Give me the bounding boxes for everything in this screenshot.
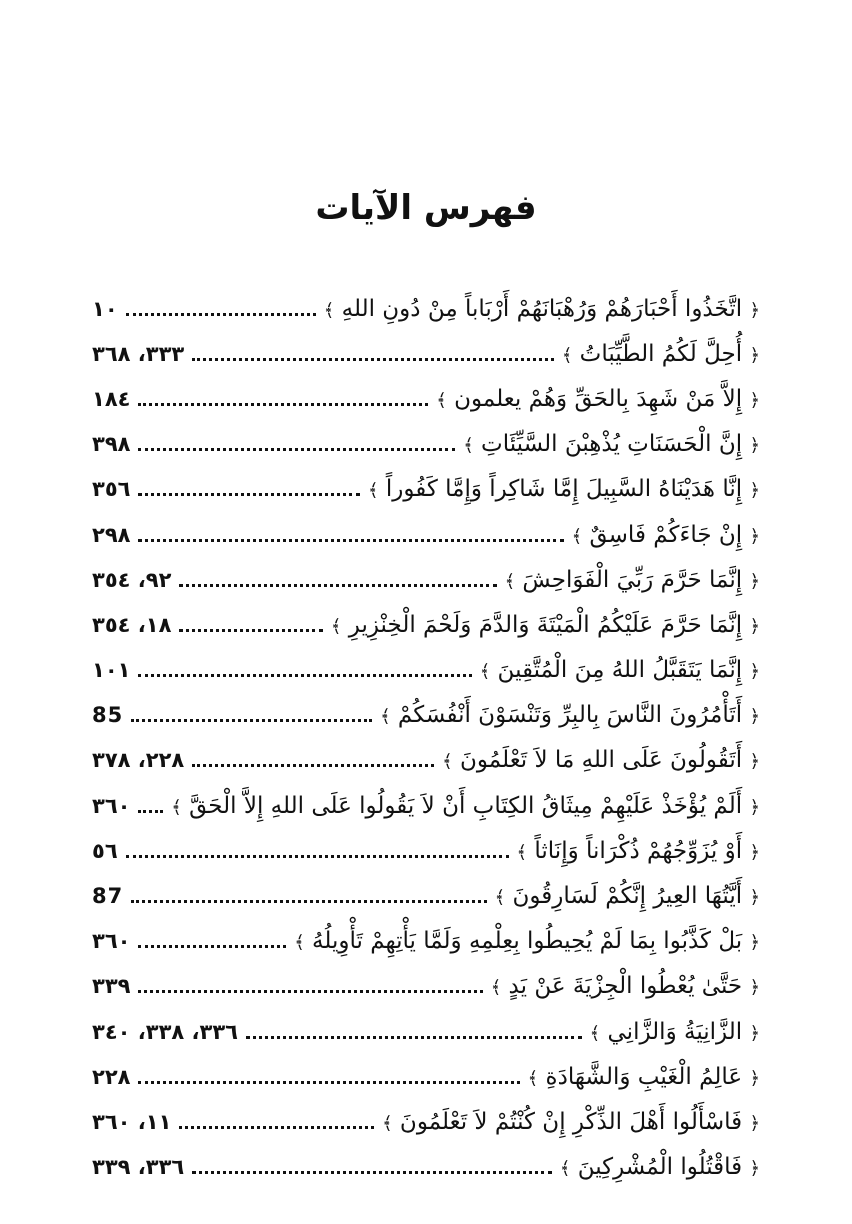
ornate-bracket-open: ﴿ <box>749 1158 760 1180</box>
ornate-bracket-open: ﴿ <box>749 977 760 999</box>
page-numbers: ٣٩٨ <box>92 432 131 457</box>
verse-text <box>491 973 760 999</box>
verse-words: أَتَقُولُونَ عَلَى اللهِ مَا لاَ تَعْلَمُونَ <box>452 747 750 774</box>
dot-leader <box>138 1066 519 1088</box>
page-numbers: ٥٦ <box>92 838 118 863</box>
page-numbers: ١٨، ٣٥٤ <box>92 612 172 637</box>
ornate-bracket-open: ﴿ <box>749 932 760 954</box>
ornate-bracket-open: ﴿ <box>749 887 760 909</box>
page-numbers: 85 <box>92 703 124 728</box>
index-entry <box>92 1009 760 1054</box>
dot-leader <box>131 704 372 726</box>
ornate-bracket-close: ﴾ <box>504 570 516 592</box>
ornate-bracket-open: ﴿ <box>749 841 760 863</box>
ornate-bracket-open: ﴿ <box>749 389 760 411</box>
index-entry <box>92 1145 760 1190</box>
verse-words: حَتَّىٰ يُعْطُوا الْجِزْيَةَ عَنْ يَدٍ <box>501 973 750 1000</box>
verse-text <box>562 341 760 367</box>
ornate-bracket-close: ﴾ <box>171 796 182 818</box>
dot-leader <box>138 524 563 546</box>
verse-words: أُحِلَّ لَكُمُ الطَّيِّبَاتُ <box>572 340 750 367</box>
ornate-bracket-open: ﴿ <box>749 480 760 502</box>
index-entry <box>92 964 760 1009</box>
page-numbers: 87 <box>92 884 124 909</box>
page-numbers: ١٠١ <box>92 658 131 683</box>
index-entry <box>92 286 760 331</box>
verse-words: إِلاَّ مَنْ شَهِدَ بِالحَقِّ وَهُمْ يعلمون <box>446 385 750 412</box>
page-numbers: ٣٣٩ <box>92 974 131 999</box>
verse-words: أَتَأْمُرُونَ النَّاسَ بِالبِرِّ وَتَنْسَوْنَ أَنْفُسَكُمْ <box>390 702 750 729</box>
ornate-bracket-open: ﴿ <box>749 1022 760 1044</box>
verse-index-list <box>92 286 760 1190</box>
verse-text <box>528 1064 760 1090</box>
page-numbers: ٣٦٠ <box>92 929 131 954</box>
page-title: فهرس الآيات <box>315 188 537 228</box>
ornate-bracket-open: ﴿ <box>749 299 760 321</box>
dot-leader <box>131 885 486 907</box>
ornate-bracket-close: ﴾ <box>561 344 573 366</box>
index-entry <box>92 602 760 647</box>
dot-leader <box>138 930 286 952</box>
page-numbers: ٣٣٣، ٣٦٨ <box>92 341 185 366</box>
ornate-bracket-close: ﴾ <box>294 932 305 954</box>
ornate-bracket-close: ﴾ <box>589 1022 601 1044</box>
verse-text <box>480 657 760 683</box>
page-numbers: ٣٣٦، ٣٣٨، ٣٤٠ <box>92 1019 238 1044</box>
verse-words: إِنَّ الْحَسَنَاتِ يُذْهِبْنَ السَّيِّئَاتِ <box>473 431 750 458</box>
ornate-bracket-close: ﴾ <box>382 1112 393 1134</box>
verse-words: إِنْ جَاءَكُمْ فَاسِقٌ <box>582 521 750 548</box>
page-numbers: ٣٣٦، ٣٣٩ <box>92 1155 185 1180</box>
verse-words: إِنَّا هَدَيْنَاهُ السَّبِيلَ إِمَّا شَاكِراً وَإِمَّا كَفُوراً <box>378 476 750 503</box>
verse-text <box>463 431 760 457</box>
dot-leader <box>138 433 455 455</box>
verse-words: فَاسْأَلُوا أَهْلَ الذِّكْرِ إِنْ كُنْتُمْ لاَ تَعْلَمُونَ <box>392 1108 750 1135</box>
index-entry <box>92 467 760 512</box>
ornate-bracket-close: ﴾ <box>559 1158 571 1180</box>
verse-text <box>560 1154 760 1180</box>
page-numbers: ٣٦٠ <box>92 793 131 818</box>
ornate-bracket-open: ﴿ <box>749 615 760 637</box>
index-entry <box>92 1054 760 1099</box>
verse-text <box>382 1109 760 1135</box>
ornate-bracket-open: ﴿ <box>749 1112 760 1134</box>
page-numbers: ٩٢، ٣٥٤ <box>92 567 172 592</box>
dot-leader <box>138 478 360 500</box>
page-numbers: ٣٥٦ <box>92 477 131 502</box>
ornate-bracket-open: ﴿ <box>749 525 760 547</box>
verse-words: إِنَّمَا حَرَّمَ عَلَيْكُمُ الْمَيْتَةَ وَالدَّمَ وَلَحْمَ الْخِنْزِيرِ <box>341 611 750 638</box>
verse-text <box>331 612 760 638</box>
ornate-bracket-close: ﴾ <box>479 661 491 683</box>
dot-leader <box>138 795 163 817</box>
index-entry <box>92 1099 760 1144</box>
verse-text <box>380 702 760 728</box>
ornate-bracket-close: ﴾ <box>463 435 474 457</box>
index-entry <box>92 738 760 783</box>
ornate-bracket-close: ﴾ <box>330 615 342 637</box>
dot-leader <box>192 749 434 771</box>
page-numbers: ١١، ٣٦٠ <box>92 1109 172 1134</box>
page-numbers: ٢٢٨ <box>92 1064 131 1089</box>
ornate-bracket-close: ﴾ <box>494 887 506 909</box>
ornate-bracket-open: ﴿ <box>749 1067 760 1089</box>
verse-text <box>171 793 760 819</box>
dot-leader <box>138 975 482 997</box>
verse-text <box>572 522 760 548</box>
page-numbers: ١٨٤ <box>92 386 131 411</box>
verse-text <box>495 883 760 909</box>
verse-text <box>368 476 760 502</box>
verse-words: عَالِمُ الْغَيْبِ وَالشَّهَادَةِ <box>538 1063 750 1090</box>
verse-words: إِنَّمَا حَرَّمَ رَبِّيَ الْفَوَاحِشَ <box>515 566 750 593</box>
ornate-bracket-close: ﴾ <box>442 751 453 773</box>
dot-leader <box>179 569 496 591</box>
ornate-bracket-close: ﴾ <box>367 480 379 502</box>
verse-text <box>324 296 760 322</box>
verse-words: أَيَّتُهَا العِيرُ إِنَّكُمْ لَسَارِقُونَ <box>505 883 750 910</box>
index-entry <box>92 919 760 964</box>
verse-words: أَلَمْ يُؤْخَذْ عَلَيْهِمْ مِيثَاقُ الكِتَابِ أَنْ لاَ يَقُولُوا عَلَى اللهِ إِلاَّ الْحَقَّ <box>181 792 750 819</box>
page-numbers: ٢٢٨، ٣٧٨ <box>92 748 185 773</box>
page-numbers: ٢٩٨ <box>92 522 131 547</box>
verse-words: إِنَّمَا يَتَقَبَّلُ اللهُ مِنَ الْمُتَّقِينَ <box>490 657 750 684</box>
dot-leader <box>138 659 471 681</box>
verse-words: أَوْ يُزَوِّجُهُمْ ذُكْرَاناً وَإِنَاثاً <box>527 837 750 864</box>
dot-leader <box>126 840 509 862</box>
dot-leader <box>179 614 323 636</box>
index-entry <box>92 512 760 557</box>
page-numbers: ١٠ <box>92 296 118 321</box>
index-entry <box>92 828 760 873</box>
dot-leader <box>246 1021 582 1043</box>
ornate-bracket-open: ﴿ <box>749 706 760 728</box>
ornate-bracket-close: ﴾ <box>380 706 391 728</box>
index-entry <box>92 873 760 918</box>
ornate-bracket-open: ﴿ <box>749 751 760 773</box>
ornate-bracket-open: ﴿ <box>749 344 760 366</box>
verse-words: الزَّانِيَةُ وَالزَّانِي <box>600 1018 750 1045</box>
dot-leader <box>192 343 554 365</box>
ornate-bracket-close: ﴾ <box>323 299 335 321</box>
verse-text <box>517 838 760 864</box>
ornate-bracket-close: ﴾ <box>527 1067 539 1089</box>
verse-text <box>590 1019 760 1045</box>
ornate-bracket-close: ﴾ <box>571 525 583 547</box>
index-entry <box>92 783 760 828</box>
verse-words: بَلْ كَذَّبُوا بِمَا لَمْ يُحِيطُوا بِعِلْمِهِ وَلَمَّا يَأْتِهِمْ تَأْوِيلُهُ <box>304 928 750 955</box>
verse-text <box>436 386 760 412</box>
verse-text <box>442 747 760 773</box>
dot-leader <box>126 298 316 320</box>
ornate-bracket-open: ﴿ <box>749 796 760 818</box>
dot-leader <box>179 1111 374 1133</box>
index-entry <box>92 376 760 421</box>
verse-words: فَاقْتُلُوا الْمُشْرِكِينَ <box>570 1154 750 1181</box>
index-entry <box>92 693 760 738</box>
verse-words: اتَّخَذُوا أَحْبَارَهُمْ وَرُهْبَانَهُمْ أَرْبَاباً مِنْ دُونِ اللهِ <box>334 295 750 322</box>
dot-leader <box>192 1156 552 1178</box>
ornate-bracket-close: ﴾ <box>436 389 447 411</box>
index-entry <box>92 648 760 693</box>
ornate-bracket-open: ﴿ <box>749 570 760 592</box>
ornate-bracket-close: ﴾ <box>516 841 528 863</box>
ornate-bracket-open: ﴿ <box>749 661 760 683</box>
verse-text <box>505 567 760 593</box>
dot-leader <box>138 388 428 410</box>
ornate-bracket-open: ﴿ <box>749 435 760 457</box>
index-entry <box>92 331 760 376</box>
index-entry <box>92 422 760 467</box>
index-entry <box>92 557 760 602</box>
ornate-bracket-close: ﴾ <box>490 977 502 999</box>
verse-text <box>294 928 760 954</box>
